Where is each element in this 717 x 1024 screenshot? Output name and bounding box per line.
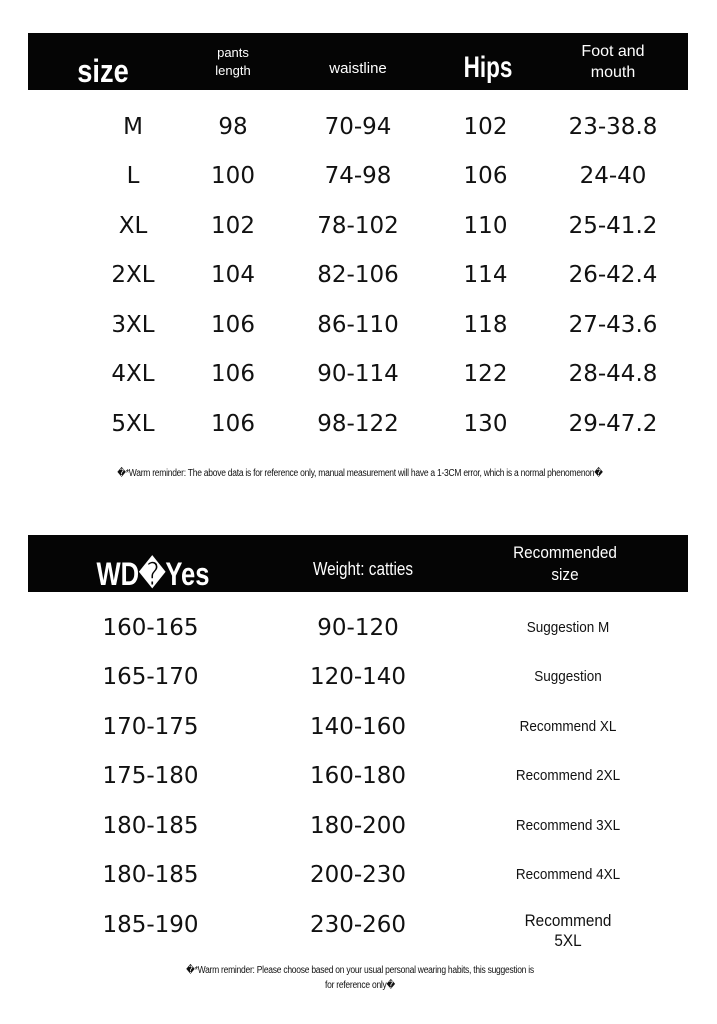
recommend-table-row (28, 752, 688, 801)
size-cell: 3XL (111, 311, 155, 338)
size-table-row (28, 251, 688, 300)
weight-cell: 120-140 (309, 664, 407, 690)
height-cell: 175-180 (102, 763, 199, 789)
waistline-cell: 82-106 (317, 262, 399, 288)
size-table-header (28, 33, 688, 90)
size-table-note: �*Warm reminder: The above data is for reference only, manual measurement will have a 1-3CM error, which is a normal phenomenon� (117, 468, 603, 479)
header-waistline: waistline (329, 60, 387, 77)
waistline-cell: 78-102 (317, 212, 399, 239)
hips-cell: 102 (463, 113, 508, 140)
pants-length-cell: 100 (211, 163, 255, 189)
pants-length-cell: 106 (211, 311, 255, 338)
weight-cell: 200-230 (309, 862, 407, 888)
header-pants-length: pants length (215, 44, 251, 78)
size-cell: M (123, 113, 143, 140)
size-table-row (28, 300, 688, 349)
foot-mouth-cell: 27-43.6 (568, 311, 658, 338)
header-weight: Weight: catties (312, 559, 414, 579)
pants-length-cell: 104 (211, 262, 255, 288)
size-table-row (28, 399, 688, 448)
size-cell: 2XL (111, 262, 155, 288)
pants-length-cell: 106 (211, 410, 255, 437)
waistline-cell: 74-98 (324, 163, 392, 189)
foot-mouth-cell: 28-44.8 (568, 361, 658, 387)
height-cell: 160-165 (102, 614, 199, 641)
waistline-cell: 86-110 (317, 311, 399, 338)
size-cell: L (126, 163, 140, 189)
weight-cell: 90-120 (317, 614, 399, 641)
size-cell: 5XL (111, 410, 155, 437)
foot-mouth-cell: 23-38.8 (568, 113, 658, 140)
header-hips: Hips (463, 50, 513, 84)
weight-cell: 140-160 (309, 713, 407, 740)
height-cell: 170-175 (102, 713, 199, 740)
waistline-cell: 90-114 (317, 361, 399, 387)
header-recommended-size: Recommended size (513, 542, 617, 584)
height-cell: 165-170 (102, 664, 199, 690)
size-cell: XL (118, 212, 148, 239)
size-table-row (28, 201, 688, 250)
waistline-cell: 98-122 (317, 410, 399, 437)
recommend-table-row (28, 851, 688, 900)
hips-cell: 130 (463, 410, 508, 437)
recommended-size-cell: Suggestion (534, 668, 602, 685)
pants-length-cell: 98 (218, 113, 248, 140)
recommend-table-row (28, 603, 688, 652)
pants-length-cell: 106 (211, 361, 255, 387)
hips-cell: 106 (463, 163, 508, 189)
size-cell: 4XL (111, 361, 155, 387)
recommend-table-row (28, 653, 688, 702)
foot-mouth-cell: 29-47.2 (568, 410, 658, 437)
weight-cell: 160-180 (309, 763, 407, 789)
hips-cell: 110 (463, 212, 508, 239)
hips-cell: 114 (463, 262, 508, 288)
hips-cell: 122 (463, 361, 508, 387)
recommend-table-note: �*Warm reminder: Please choose based on your usual personal wearing habits, this suggestion is for reference only� (186, 965, 534, 991)
recommend-table-row (28, 702, 688, 751)
weight-cell: 230-260 (309, 911, 407, 938)
weight-cell: 180-200 (309, 812, 407, 839)
height-cell: 180-185 (102, 812, 199, 839)
foot-mouth-cell: 25-41.2 (568, 212, 658, 239)
recommend-table-header (28, 535, 688, 592)
foot-mouth-cell: 26-42.4 (568, 262, 658, 288)
header-foot-and-mouth: Foot and mouth (581, 42, 645, 81)
recommend-table-row (28, 900, 688, 949)
header-height: WD�Yes (96, 555, 210, 592)
foot-mouth-cell: 24-40 (579, 163, 647, 189)
size-table-row (28, 152, 688, 201)
recommend-table-row (28, 801, 688, 850)
size-table-row (28, 102, 688, 151)
recommended-size-cell: Suggestion M (526, 618, 610, 636)
header-size: size (77, 53, 129, 89)
height-cell: 185-190 (102, 911, 199, 938)
height-cell: 180-185 (102, 862, 199, 888)
recommended-size-cell: Recommend 2XL (515, 767, 621, 784)
hips-cell: 118 (463, 311, 508, 338)
pants-length-cell: 102 (211, 212, 255, 239)
size-table-row (28, 350, 688, 399)
recommended-size-cell: Recommend 4XL (515, 866, 621, 883)
recommended-size-cell: Recommend 3XL (515, 816, 621, 834)
waistline-cell: 70-94 (324, 113, 392, 140)
recommended-size-cell: Recommend XL (519, 717, 617, 735)
recommended-size-cell: Recommend 5XL (524, 910, 612, 950)
